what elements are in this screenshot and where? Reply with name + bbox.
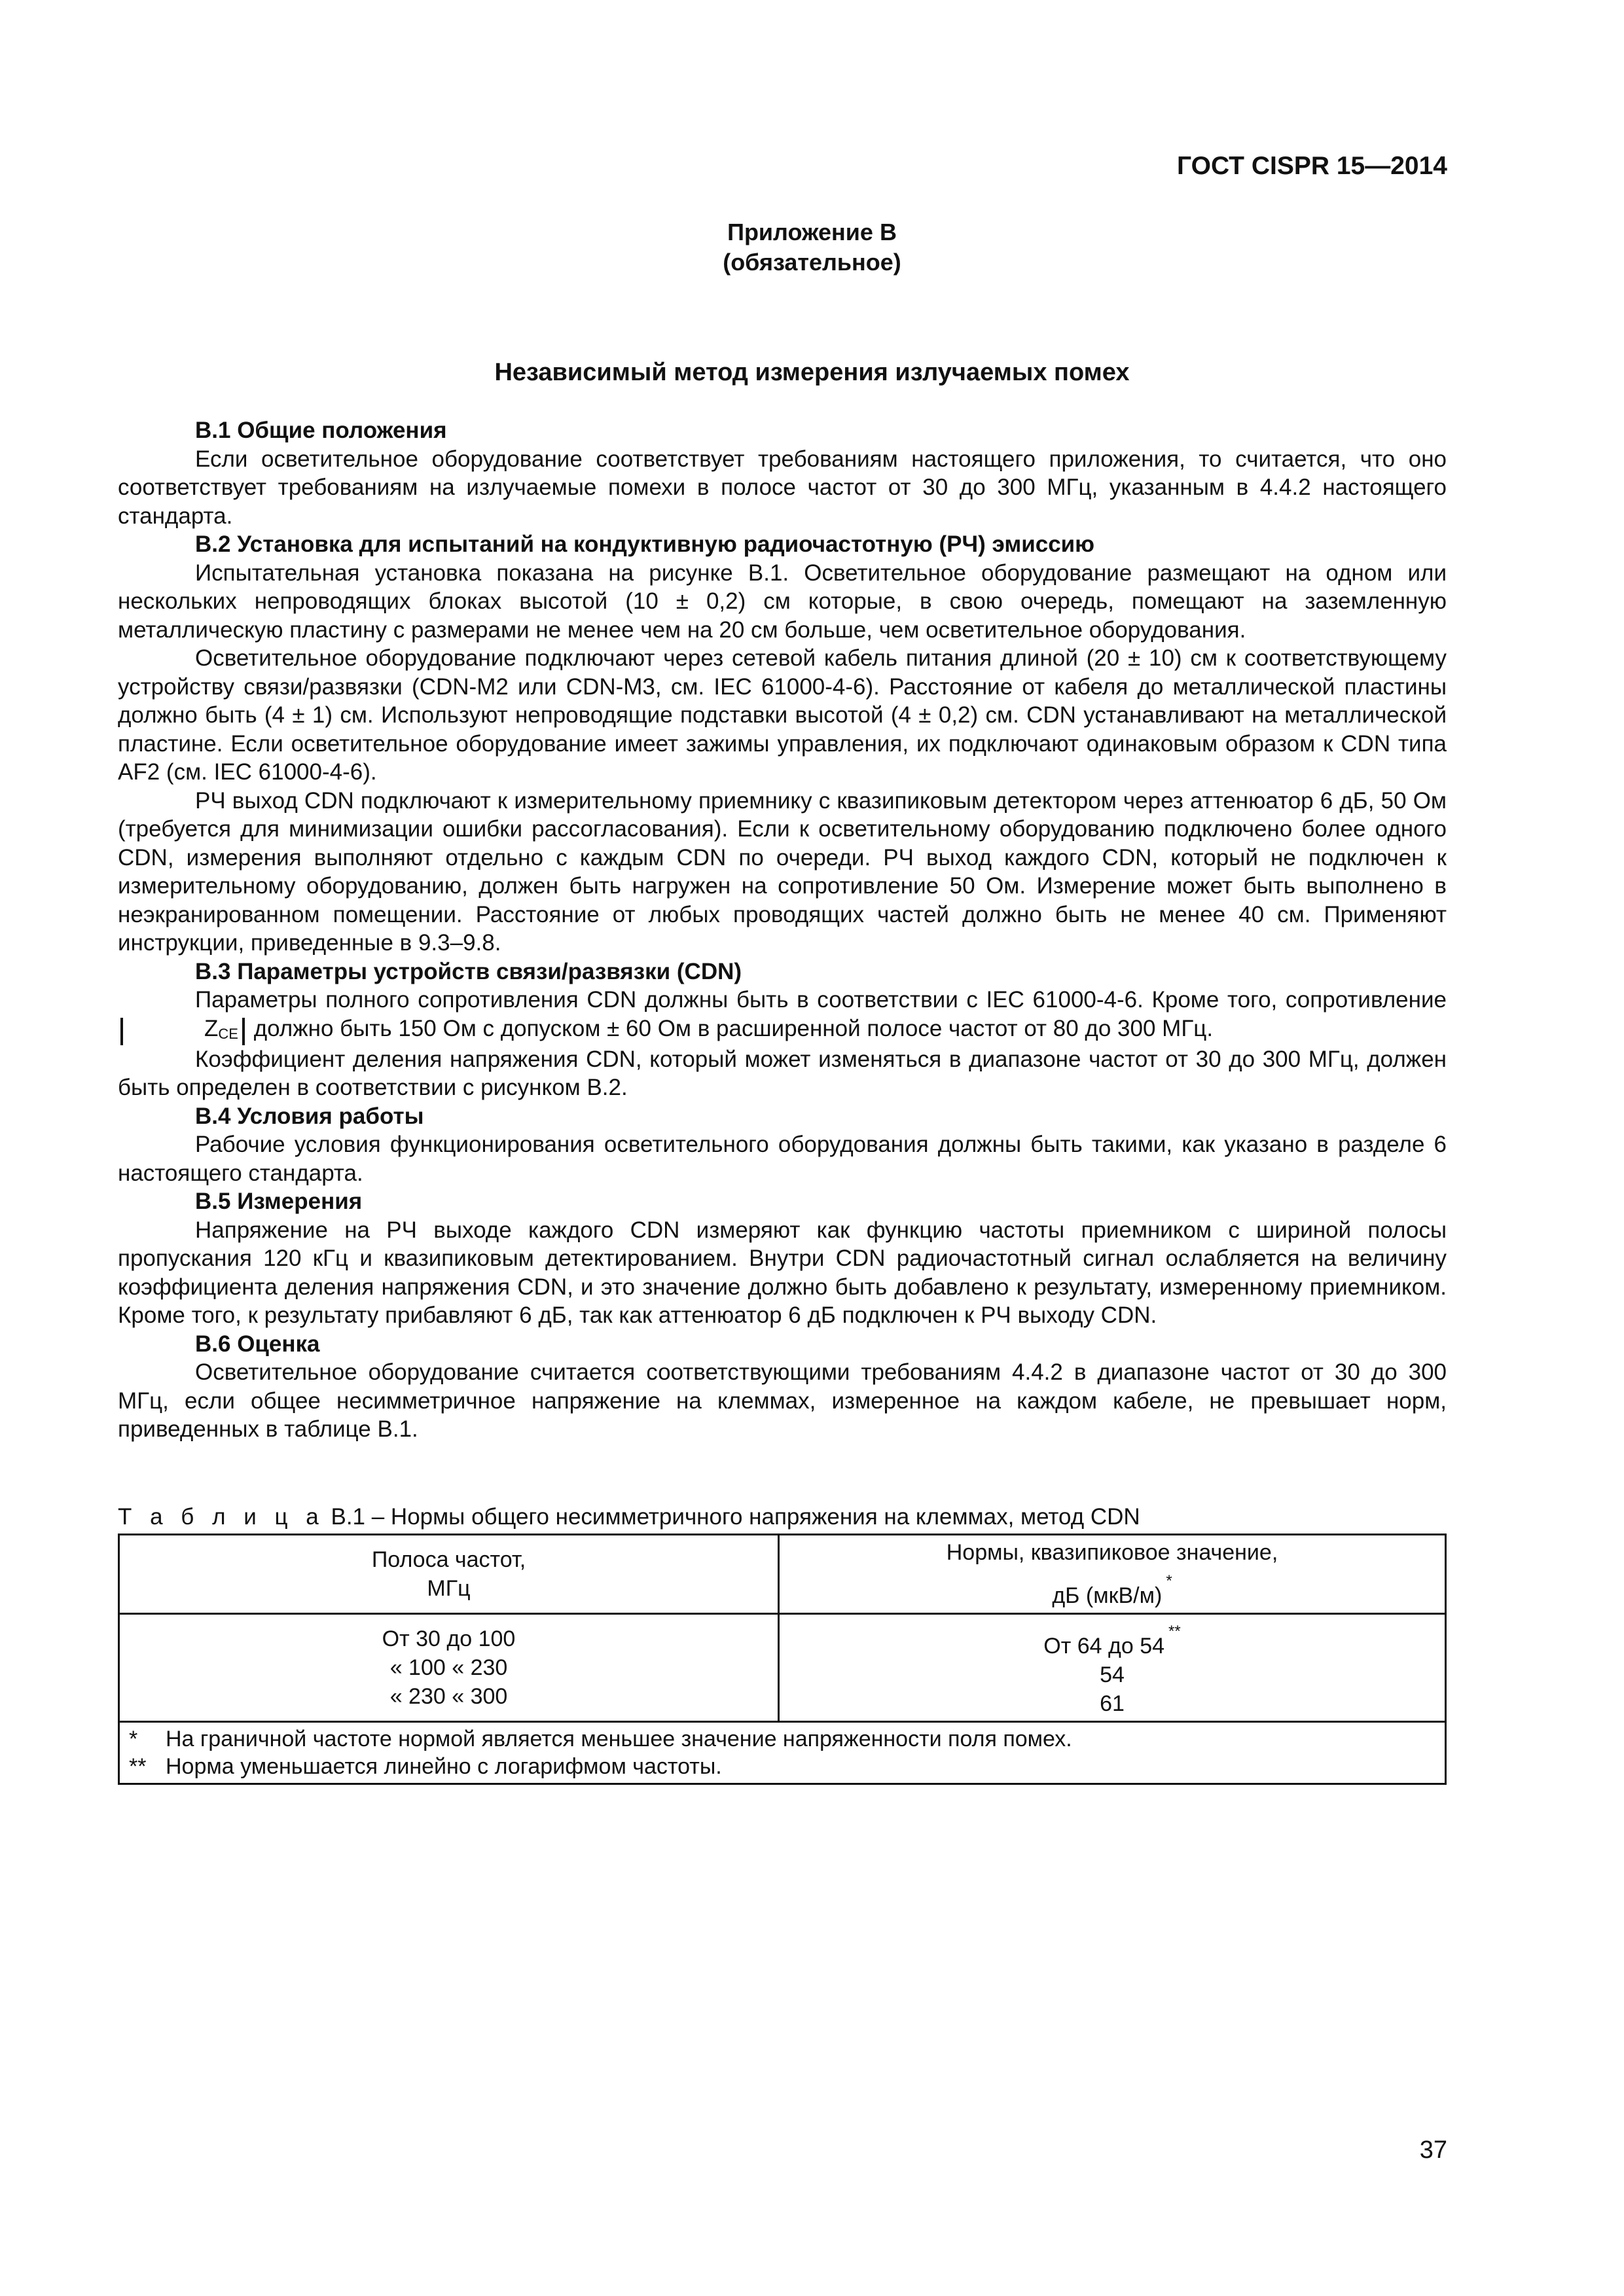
section-heading-b6: B.6 Оценка [195, 1331, 320, 1357]
footnote-marker: * [1166, 1572, 1172, 1590]
main-title: Независимый метод измерения излучаемых помех [494, 359, 1130, 386]
cell-line: « 100 « 230 [389, 1655, 508, 1680]
header-line: МГц [427, 1576, 471, 1601]
col-header-frequency [119, 1535, 779, 1614]
paragraph: Напряжение на РЧ выходе каждого CDN измеряют как функцию частоты приемником с шириной полосы пропускания 120 кГц и квазипиковым детектированием. Внутри CDN радиочастотный сигнал ослабляется на величину коэффициента деления напряжения CDN, и это значение должно быть добавлено к результату, измеренному приемником. Кроме того, к результату прибавляют 6 дБ, так как аттенюатор 6 дБ подключен к РЧ выходу CDN. [118, 1217, 1447, 1328]
text-run: Параметры полного сопротивления CDN должны быть в соответствии с IEC 61000-4-6. Кроме того, сопротивление [195, 987, 1447, 1013]
document-header: ГОСТ CISPR 15—2014 [1177, 152, 1447, 180]
section-heading-b3: B.3 Параметры устройств связи/развязки (CDN) [195, 958, 742, 984]
impedance-symbol-main: Z [204, 1015, 219, 1041]
paragraph [118, 986, 1447, 1045]
appendix-type: (обязательное) [723, 249, 901, 276]
cell-line: 54 [1100, 1662, 1125, 1687]
appendix-label: Приложение B [727, 219, 897, 245]
impedance-symbol-sub: CE [218, 1025, 238, 1042]
cell-line: « 230 « 300 [389, 1684, 508, 1709]
paragraph: Рабочие условия функционирования осветительного оборудования должны быть такими, как указано в разделе 6 настоящего стандарта. [118, 1132, 1447, 1186]
cell-value: От 64 до 54 [1043, 1634, 1165, 1659]
table-caption [118, 1504, 1140, 1530]
page-number: 37 [1419, 2136, 1447, 2164]
note-text: На граничной частоте нормой является меньшее значение напряженности поля помех. [166, 1727, 1072, 1751]
note-marker: ** [129, 1754, 147, 1779]
paragraph: Если осветительное оборудование соответствует требованиям настоящего приложения, то считается, что оно соответствует требованиям на излучаемые помехи в полосе частот от 30 до 300 МГц, указанным в 4.4.2 настоящего стандарта. [118, 446, 1447, 529]
section-heading-b2: B.2 Установка для испытаний на кондуктивную радиочастотную (РЧ) эмиссию [195, 531, 1095, 557]
document-body [118, 416, 1447, 1444]
section-heading-b5: B.5 Измерения [195, 1189, 363, 1214]
appendix-title [0, 217, 1624, 278]
paragraph: Осветительное оборудование подключают через сетевой кабель питания длиной (20 ± 10) см к соответствующему устройству связи/развязки (CDN-M2 или CDN-M3, см. IEC 61000-4-6). Расстояние от кабеля до металлической пластины должно быть (4 ± 1) см. Используют непроводящие подставки высотой (4 ± 0,2) см. CDN устанавливают на металлической пластине. Если осветительное оборудование имеет зажимы управления, их подключают одинаковым образом к CDN типа AF2 (см. IEC 61000-4-6). [118, 645, 1447, 785]
paragraph: Осветительное оборудование считается соответствующими требованиям 4.4.2 в диапазоне частот от 30 до 300 МГц, если общее несимметричное напряжение на клеммах, измеренное на каждом кабеле, не превышает норм, приведенных в таблице B.1. [118, 1359, 1447, 1442]
paragraph: Испытательная установка показана на рисунке B.1. Осветительное оборудование размещают на одном или нескольких непроводящих блоках высотой (10 ± 0,2) см которые, в свою очередь, помещают на заземленную металлическую пластину с размерами не менее чем на 20 см больше, чем осветительное оборудования. [118, 560, 1447, 643]
section-heading-b4: B.4 Условия работы [195, 1103, 424, 1129]
table-header-row [119, 1535, 1446, 1614]
cell-line [786, 1617, 1438, 1660]
norms-table [118, 1534, 1447, 1785]
paragraph: Коэффициент деления напряжения CDN, который может изменяться в диапазоне частот от 30 до 300 МГц, должен быть определен в соответствии с рисунком B.2. [118, 1046, 1447, 1100]
note-marker: * [129, 1727, 138, 1751]
header-line: Полоса частот, [371, 1547, 526, 1572]
table-notes [119, 1722, 1446, 1784]
table-cell-limits [779, 1614, 1446, 1722]
paragraph: РЧ выход CDN подключают к измерительному приемнику с квазипиковым детектором через аттенюатор 6 дБ, 50 Ом (требуется для минимизации ошибки рассогласования). Если к осветительному оборудованию подключено более одного CDN, измерения выполняют отдельно с каждым CDN по очереди. РЧ выход каждого CDN, который не подключен к измерительному оборудованию, должен быть нагружен на сопротивление 50 Ом. Измерение может быть выполнено в неэкранированном помещении. Расстояние от любых проводящих частей должно быть не менее 40 см. Применяют инструкции, приведенные в 9.3–9.8. [118, 787, 1447, 956]
table-caption-text: B.1 – Нормы общего несимметричного напряжения на клеммах, метод CDN [331, 1504, 1140, 1530]
table-notes-row [119, 1722, 1446, 1784]
table-note [129, 1753, 1438, 1780]
col-header-limits [779, 1535, 1446, 1614]
header-unit: дБ (мкВ/м) [1052, 1583, 1163, 1608]
header-line [786, 1567, 1438, 1610]
cell-line: От 30 до 100 [382, 1626, 516, 1651]
table-note [129, 1725, 1438, 1753]
table-row [119, 1614, 1446, 1722]
footnote-marker: ** [1168, 1623, 1181, 1640]
section-heading-b1: B.1 Общие положения [195, 418, 447, 443]
note-text: Норма уменьшается линейно с логарифмом частоты. [166, 1754, 722, 1779]
impedance-symbol [120, 1015, 245, 1045]
text-run: должно быть 150 Ом с допуском ± 60 Ом в расширенной полосе частот от 80 до 300 МГц. [253, 1015, 1214, 1041]
cell-line: 61 [1100, 1691, 1125, 1716]
table-cell-frequency [119, 1614, 779, 1722]
header-line: Нормы, квазипиковое значение, [946, 1540, 1278, 1565]
table-caption-prefix: Т а б л и ц а [118, 1504, 325, 1530]
